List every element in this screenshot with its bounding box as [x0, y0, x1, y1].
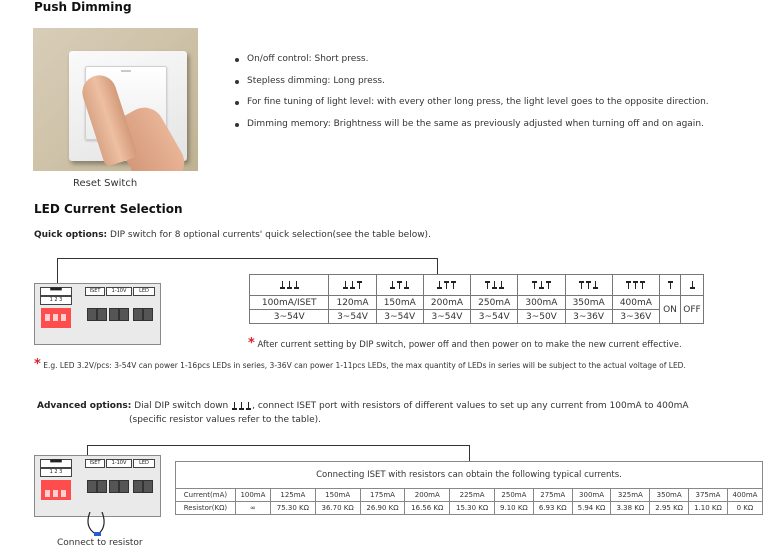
bullet-item: Dimming memory: Brightness will be the same as previously adjusted when turning off and on again. [232, 119, 709, 141]
row-label: Resistor(KΩ) [176, 502, 236, 515]
resistor-table-header: Connecting ISET with resistors can obtain the following typical currents. [176, 462, 763, 489]
advanced-options-label: Advanced options: [37, 401, 132, 411]
current-cell: 200mA [405, 489, 450, 502]
on-label: ON [660, 296, 681, 324]
dip-pattern-cell [423, 275, 470, 296]
note-2-text: E.g. LED 3.2V/pcs: 3-54V can power 1-16pcs LEDs in series, 3-36V can power 1-11pcs LEDs, the max quantity of LEDs in series will be subject to the actual voltage of LED. [43, 361, 686, 370]
dip-pattern-cell [471, 275, 518, 296]
resistor-row [176, 502, 763, 515]
current-cell: 120mA [329, 296, 376, 310]
current-cell: 300mA [518, 296, 565, 310]
resistor-cell: 26.90 KΩ [360, 502, 405, 515]
dip-up-icon [451, 281, 456, 289]
asterisk-icon: * [248, 336, 255, 351]
push-dimming-bullets [232, 54, 709, 140]
voltage-row [250, 310, 704, 324]
led-label: LED [133, 459, 155, 468]
resistor-cell: 0 KΩ [727, 502, 762, 515]
current-cell: 100mA [235, 489, 270, 502]
bullet-item: Stepless dimming: Long press. [232, 76, 709, 98]
iset-label: ISET [85, 287, 105, 296]
off-label: OFF [681, 296, 704, 324]
dip-dn-icon [492, 281, 497, 289]
dip-pattern-cell [612, 275, 659, 296]
dip-up-icon [640, 281, 645, 289]
dip-pattern-cell [329, 275, 376, 296]
dip-up-icon [532, 281, 537, 289]
current-cell: 175mA [360, 489, 405, 502]
voltage-cell: 3~54V [423, 310, 470, 324]
current-cell: 150mA [376, 296, 423, 310]
dip-up-icon [633, 281, 638, 289]
current-cell: 250mA [495, 489, 534, 502]
resistor-cell: 3.38 KΩ [611, 502, 650, 515]
connector-line [57, 258, 58, 283]
driver-device-diagram [34, 283, 161, 345]
dip-switch [41, 308, 71, 328]
current-cell: 100mA/ISET [250, 296, 329, 310]
voltage-cell: 3~54V [376, 310, 423, 324]
current-cell: 200mA [423, 296, 470, 310]
reset-switch-photo [33, 28, 198, 171]
dip-top-label: ▀▀▀ [40, 459, 72, 468]
current-row [250, 296, 704, 310]
dip-dn-icon [390, 281, 395, 289]
connector-line [469, 445, 470, 461]
resistor-cell: 2.95 KΩ [650, 502, 689, 515]
dip-dn-icon [593, 281, 598, 289]
current-cell: 400mA [727, 489, 762, 502]
current-cell: 350mA [565, 296, 612, 310]
resistor-table-header-row [176, 462, 763, 489]
advanced-text-a: Dial DIP switch down [131, 401, 229, 411]
voltage-cell: 3~36V [612, 310, 659, 324]
voltage-cell: 3~54V [471, 310, 518, 324]
driver-device-diagram [34, 455, 161, 517]
note-1 [248, 336, 682, 351]
dip-up-icon [444, 281, 449, 289]
current-cell: 125mA [270, 489, 315, 502]
dip-down-icon [231, 401, 252, 411]
reset-switch-caption: Reset Switch [73, 178, 138, 189]
dip-dn-icon [539, 281, 544, 289]
advanced-text-c: (specific resistor values refer to the table). [129, 415, 322, 425]
voltage-cell: 3~54V [329, 310, 376, 324]
bullet-item: On/off control: Short press. [232, 54, 709, 76]
connector-line [437, 258, 438, 274]
connector-line [57, 258, 437, 259]
voltage-cell: 3~50V [518, 310, 565, 324]
resistor-cell: ∞ [235, 502, 270, 515]
connector-line [87, 445, 469, 446]
row-label: Current(mA) [176, 489, 236, 502]
dip-dn-icon [287, 281, 292, 289]
dip-pattern-cell [518, 275, 565, 296]
dip-switch [41, 480, 71, 500]
note-2 [34, 357, 686, 372]
dip-up-icon [485, 281, 490, 289]
dim-label: 1-10V [106, 287, 132, 296]
dip-pin-numbers: 1 2 3 [40, 468, 72, 477]
on-icon-cell [660, 275, 681, 296]
dip-up-icon [586, 281, 591, 289]
voltage-cell: 3~54V [250, 310, 329, 324]
dip-pattern-cell [565, 275, 612, 296]
current-cell: 225mA [450, 489, 495, 502]
quick-options-label: Quick options: [34, 230, 108, 240]
dip-dn-icon [350, 281, 355, 289]
resistor-table [175, 461, 763, 515]
advanced-text-b: , connect ISET port with resistors of different values to set up any current from 100mA to 400mA [252, 401, 689, 411]
note-1-text: After current setting by DIP switch, power off and then power on to make the new current effective. [257, 340, 682, 350]
current-cell: 275mA [533, 489, 572, 502]
resistor-cell: 16.56 KΩ [405, 502, 450, 515]
off-icon-cell [681, 275, 704, 296]
dip-dn-icon [280, 281, 285, 289]
led-current-title: LED Current Selection [34, 202, 183, 216]
advanced-options-line [37, 401, 689, 411]
quick-options-line [34, 230, 431, 240]
resistor-cell: 75.30 KΩ [270, 502, 315, 515]
resistor-cell: 6.93 KΩ [533, 502, 572, 515]
bullet-item: For fine tuning of light level: with every other long press, the light level goes to the opposite direction. [232, 97, 709, 119]
connect-to-resistor-caption: Connect to resistor [57, 538, 143, 548]
dip-pin-numbers: 1 2 3 [40, 296, 72, 305]
current-row [176, 489, 763, 502]
resistor-cell: 36.70 KΩ [315, 502, 360, 515]
dim-label: 1-10V [106, 459, 132, 468]
current-cell: 150mA [315, 489, 360, 502]
led-label: LED [133, 287, 155, 296]
dip-dn-icon [499, 281, 504, 289]
current-cell: 250mA [471, 296, 518, 310]
current-cell: 400mA [612, 296, 659, 310]
current-cell: 300mA [572, 489, 611, 502]
resistor-cell: 5.94 KΩ [572, 502, 611, 515]
dip-up-icon [546, 281, 551, 289]
dip-up-icon [397, 281, 402, 289]
dip-up-icon [626, 281, 631, 289]
dip-dn-icon [437, 281, 442, 289]
current-cell: 350mA [650, 489, 689, 502]
current-cell: 325mA [611, 489, 650, 502]
dip-dn-icon [294, 281, 299, 289]
quick-options-text: DIP switch for 8 optional currents' quick selection(see the table below). [107, 230, 431, 240]
resistor-cell: 1.10 KΩ [689, 502, 728, 515]
voltage-cell: 3~36V [565, 310, 612, 324]
dip-pattern-row [250, 275, 704, 296]
current-cell: 375mA [689, 489, 728, 502]
connector-line [87, 445, 88, 455]
dip-dn-icon [343, 281, 348, 289]
dip-up-icon [579, 281, 584, 289]
quick-options-table [249, 274, 704, 324]
asterisk-icon: * [34, 357, 41, 372]
resistor-cell: 9.10 KΩ [495, 502, 534, 515]
dip-pattern-cell [250, 275, 329, 296]
dip-up-icon [357, 281, 362, 289]
dip-top-label: ▀▀▀ [40, 287, 72, 296]
dip-pattern-cell [376, 275, 423, 296]
push-dimming-title: Push Dimming [34, 0, 132, 14]
resistor-cell: 15.30 KΩ [450, 502, 495, 515]
iset-label: ISET [85, 459, 105, 468]
dip-dn-icon [404, 281, 409, 289]
